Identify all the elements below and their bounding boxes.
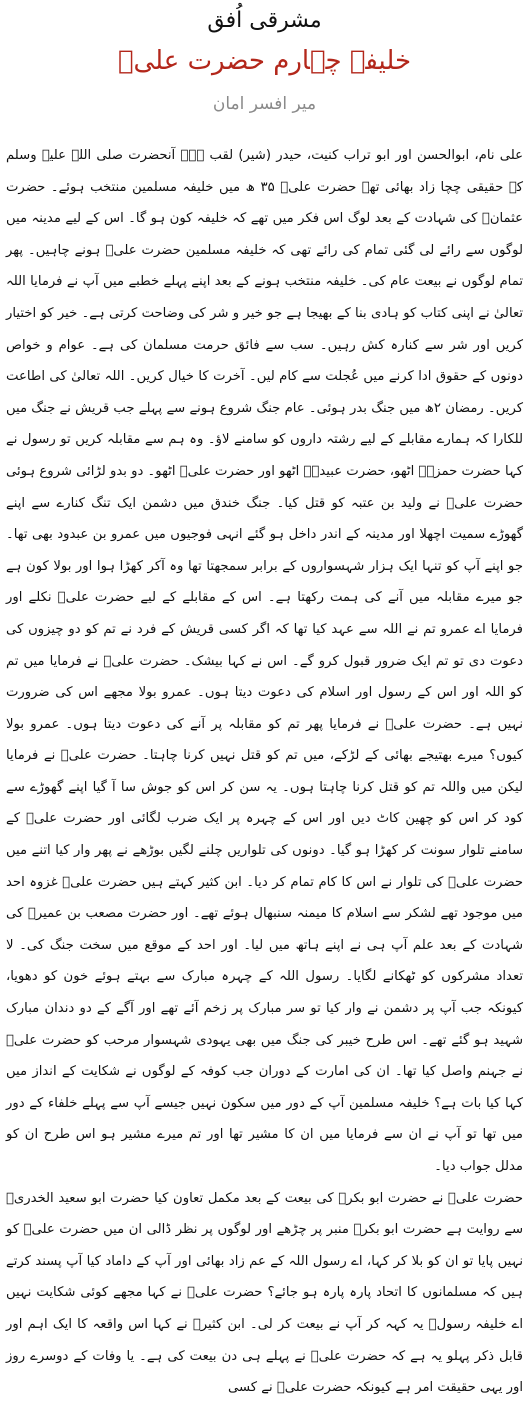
article-paragraph: علی نام، ابوالحسن اور ابو تراب کنیت، حیدر (شیر) لقب ہے۔ آنحضرت صلی اللہ علیہ وسلم کے حقیقی چچا زاد بھائی تھے حضرت علیؓ ۳۵ ھ میں خلیفہ مسلمین منتخب ہوئے۔ حضرت عثمانؓ کی شہادت کے بعد لوگ اس فکر میں تھے کہ خلیفہ کون ہو گا۔ اس کے لیے مدینہ میں لوگوں سے رائے لی گئی تمام کی رائے تھی کہ خلیفہ مسلمین حضرت علیؓ ہونے چاہیں۔ پھر تمام لوگوں نے بیعت عام کی۔ خلیفہ منتخب ہونے کے بعد اپنے پہلے خطبے میں آپ نے فرمایا اللہ تعالیٰ نے اپنی کتاب کو ہادی بنا کے بھیجا ہے جو خیر و شر کی وضاحت کرتی ہے۔ خیر کو اختیار کریں اور شر سے کنارہ کش رہیں۔ سب سے فائق حرمت مسلمان کی ہے۔ عوام و خواص دونوں کے حقوق ادا کرنے میں عُجلت سے کام لیں۔ آخرت کا خیال کریں۔ اللہ تعالیٰ کی اطاعت کریں۔ رمضان ۲ھ میں جنگ بدر ہوئی۔ عام جنگ شروع ہونے سے پہلے جب قریش نے جنگ میں للکارا کہ ہمارے مقابلے کے لیے رشتہ داروں کو سامنے لاؤ۔ وہ ہم سے مقابلہ کریں تو رسول نے کہا حضرت حمزہؓ اٹھو، حضرت عبیدہؓ اٹھو اور حضرت علیؓ اٹھو۔ دو بدو لڑائی شروع ہوئی حضرت علیؓ نے ولید بن عتبہ کو قتل کیا۔ جنگ خندق میں دشمن ایک تنگ کنارے سے اپنے گھوڑے سمیت اچھلا اور مدینہ کے اندر داخل ہو گئے انہی فوجیوں میں عمرو بن عبدود بھی تھا۔ جو اپنے آپ کو تنہا ایک ہزار شہسواروں کے برابر سمجھتا تھا وہ آکر کھڑا ہوا اور بولا کون ہے جو میرے مقابلہ میں آنے کی ہمت رکھتا ہے۔ اس کے مقابلے کے لیے حضرت علیؓ نکلے اور فرمایا اے عمرو تم نے اللہ سے عہد کیا تھا کہ اگر کسی قریش کے فرد نے تم کو دو چیزوں کی دعوت دی تو تم ایک ضرور قبول کرو گے۔ اس نے کہا بیشک۔ حضرت علیؓ نے فرمایا میں تم کو اللہ اور اس کے رسول اور اسلام کی دعوت دیتا ہوں۔ عمرو بولا مجھے اس کی ضرورت نہیں ہے۔ حضرت علیؓ نے فرمایا پھر تم کو مقابلہ پر آنے کی دعوت دیتا ہوں۔ عمرو بولا کیوں؟ میرے بھتیجے بھائی کے لڑکے، میں تم کو قتل نہیں کرنا چاہتا۔ حضرت علیؓ نے فرمایا لیکن میں واللہ تم کو قتل کرنا چاہتا ہوں۔ یہ سن کر اس کو جوش سا آ گیا اپنے گھوڑے سے کود کر اس کو چھین کاٹ دیں اور اس کے چہرہ پر ایک ضرب لگائی اور حضرت علیؓ کے سامنے تلوار سونت کر کھڑا ہو گیا۔ دونوں کی تلواریں چلنے لگیں بوڑھے نے پھر وار کیا اتنے میں حضرت علیؓ کی تلوار نے اس کا کام تمام کر دیا۔ ابن کثیر کہتے ہیں حضرت علیؓ غزوہ احد میں موجود تھے لشکر سے اسلام کا میمنہ سنبھال ہوئے تھے۔ اور حضرت مصعب بن عمیرؓ کی شہادت کے بعد علم آپ ہی نے اپنے ہاتھ میں لیا۔ اور احد کے موقع میں سخت جنگ کی۔ لا تعداد مشرکوں کو ٹھکانے لگایا۔ رسول اللہ کے چہرہ مبارک سے بہتے ہوئے خون کو دھویا، کیونکہ جب آپ پر دشمن نے وار کیا تو سر مبارک پر زخم آئے تھے اور آگے کے دو دندان مبارک شہید ہو گئے تھے۔ اس طرح خیبر کی جنگ میں بھی یہودی شہسوار مرحب کو حضرت علیؓ نے جہنم واصل کیا تھا۔ ان کی امارت کے دوران جب کوفہ کے لوگوں نے شکایت کے انداز میں کہا کیا بات ہے؟ خلیفہ مسلمین آپ کے دور میں سکون نہیں جیسے آپ سے پہلے خلفاء کے دور میں تھا تو آپ نے ان سے فرمایا میں ان کا مشیر تھا اور تم میرے مشیر ہو اس طرح ان کو مدلل جواب دیا۔ [6,148,524,1174]
section-title: مشرقی اُفق [207,8,322,33]
article-body [6,140,523,1404]
article-paragraph: حضرت علیؓ نے حضرت ابو بکرؓ کی بیعت کے بعد مکمل تعاون کیا حضرت ابو سعید الخدریؓ سے روایت ہے حضرت ابو بکرؓ منبر پر چڑھے اور لوگوں پر نظر ڈالی ان میں حضرت علیؓ کو نہیں پایا تو ان کو بلا کر کہا، اے رسول اللہ کے عم زاد بھائی اور آپ کے داماد کیا آپ پسند کرتے ہیں کہ مسلمانوں کا اتحاد پارہ پارہ ہو جائے؟ حضرت علیؓ نے کہا مجھے کوئی شکایت نہیں اے خلیفہ رسولؐ یہ کہہ کر آپ نے بیعت کر لی۔ ابن کثیرؒ نے کہا اس واقعہ کا ایک اہم اور قابل ذکر پہلو یہ ہے کہ حضرت علیؓ نے پہلے ہی دن بیعت کی ہے۔ یا وفات کے دوسرے روز اور یہی حقیقت امر ہے کیونکہ حضرت علیؓ نے کسی [6,1190,523,1396]
article-title: خلیفہ چہارم حضرت علیؓ [117,46,412,76]
author-name: میر افسر امان [212,94,317,114]
